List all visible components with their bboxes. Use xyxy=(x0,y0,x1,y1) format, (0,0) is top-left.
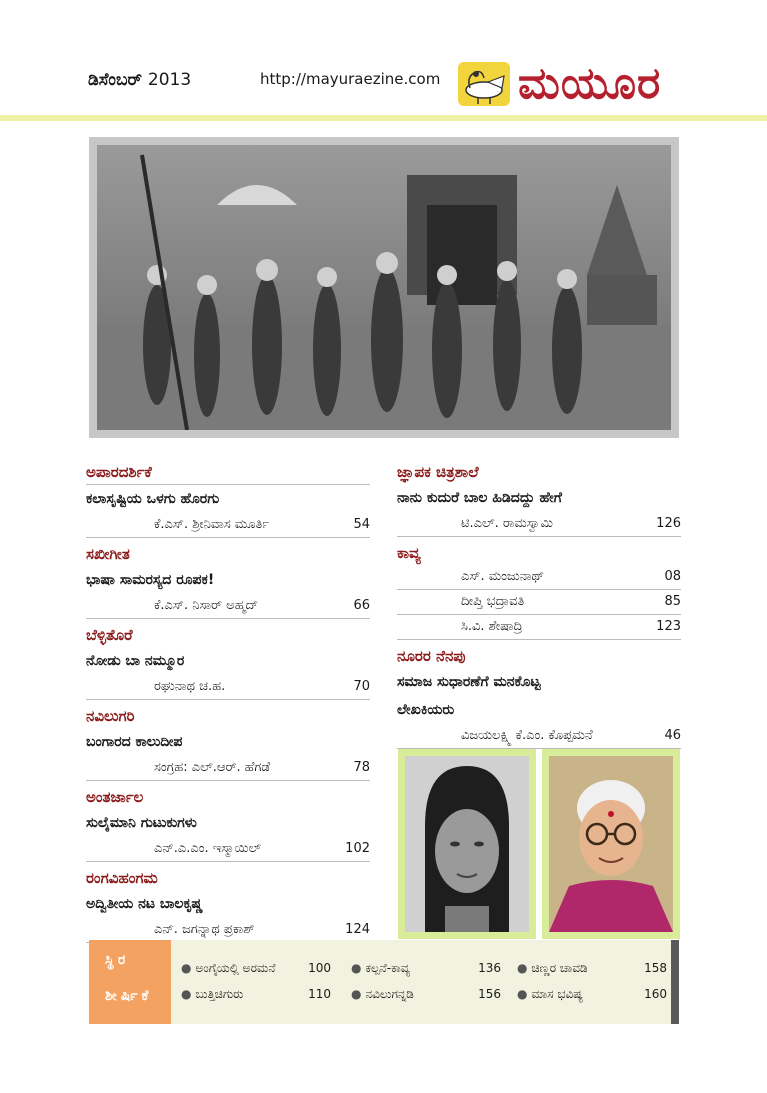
issue-year: 2013 xyxy=(147,70,192,90)
regular-columns-label xyxy=(89,940,171,1024)
issue-date xyxy=(88,70,191,90)
section-heading: ಬೆಳ್ಳಿತೊರೆ xyxy=(86,626,133,644)
article-byline xyxy=(397,724,681,749)
peacock-emblem-icon xyxy=(458,62,510,106)
footer-end-cap xyxy=(671,940,679,1024)
contents-right-column xyxy=(397,460,681,749)
section-heading: ಸಖೀಗೀತ xyxy=(86,545,130,563)
section-heading: ಅಪಾರದರ್ಶಿಕೆ xyxy=(86,463,152,481)
bullet-dot-icon: ● xyxy=(517,961,528,975)
regular-column-label: ಚಿಣ್ಣರ ಚಾವಡಿ xyxy=(531,961,588,975)
cover-photo-frame xyxy=(89,137,679,438)
page-number: 46 xyxy=(664,728,681,743)
regular-columns-label-line1: ಸ್ಥಿರ xyxy=(105,952,130,968)
article-byline xyxy=(86,837,370,862)
section-heading: ಅಂತರ್ಜಾಲ xyxy=(86,788,144,806)
page-number: 102 xyxy=(345,841,370,856)
portrait-elderly-woman xyxy=(542,749,680,939)
page-number: 156 xyxy=(478,987,501,1001)
page-number: 70 xyxy=(353,679,370,694)
regular-column-item[interactable] xyxy=(351,961,501,976)
page-number: 136 xyxy=(478,961,501,975)
contents-left-column xyxy=(86,460,370,943)
article-author: ವಿಜಯಲಕ್ಷ್ಮಿ ಕೆ.ಎಂ. ಕೊಪ್ಪಮನೆ xyxy=(461,728,593,743)
article-author: ಎಸ್. ಮಂಜುನಾಥ್ xyxy=(461,569,545,584)
bullet-dot-icon: ● xyxy=(181,987,192,1001)
section-heading: ಕಾವ್ಯ xyxy=(397,544,421,562)
page-number: 78 xyxy=(353,760,370,775)
page-number: 100 xyxy=(308,961,331,975)
page-number: 126 xyxy=(656,516,681,531)
article-title[interactable]: ಭಾಷಾ ಸಾಮರಸ್ಯದ ರೂಪಕ! xyxy=(86,572,215,588)
article-title[interactable]: ಸಮಾಜ ಸುಧಾರಣೆಗೆ ಮನಕೊಟ್ಟ xyxy=(397,674,541,690)
article-byline xyxy=(86,513,370,538)
vintage-portrait-photo xyxy=(405,756,529,932)
article-title[interactable]: ಕಲಾಸೃಷ್ಟಿಯ ಒಳಗು ಹೊರಗು xyxy=(86,491,220,507)
section-heading: ಜ್ಞಾಪಕ ಚಿತ್ರಶಾಲೆ xyxy=(397,463,479,481)
article-title[interactable]: ಸುಲೈಮಾನಿ ಗುಟುಕುಗಳು xyxy=(86,815,197,831)
page-number: 160 xyxy=(644,987,667,1001)
bullet-dot-icon: ● xyxy=(351,961,362,975)
article-author: ಕೆ.ಎಸ್. ಶ್ರೀನಿವಾಸ ಮೂರ್ತಿ xyxy=(154,517,270,532)
regular-column-item[interactable] xyxy=(181,961,331,976)
regular-columns-label-line2: ಶೀರ್ಷಿಕೆ xyxy=(105,988,153,1004)
regular-column-label: ಮಾಸ ಭವಿಷ್ಯ xyxy=(531,987,584,1001)
article-title[interactable]: ನಾನು ಕುದುರೆ ಬಾಲ ಹಿಡಿದದ್ದು ಹೇಗೆ xyxy=(397,490,562,506)
article-byline xyxy=(86,594,370,619)
bullet-dot-icon: ● xyxy=(181,961,192,975)
regular-column-label: ಬುತ್ತಿಚಿಗುರು xyxy=(195,987,244,1001)
issue-month: ಡಿಸೆಂಬರ್ xyxy=(88,70,142,90)
article-title-continued[interactable]: ಲೇಖಕಿಯರು xyxy=(397,702,455,718)
article-byline xyxy=(397,512,681,537)
magazine-logo xyxy=(458,58,662,109)
page-number: 158 xyxy=(644,961,667,975)
regular-column-item[interactable] xyxy=(181,987,331,1002)
page-number: 124 xyxy=(345,922,370,937)
website-url[interactable]: http://mayuraezine.com xyxy=(260,70,441,88)
article-byline[interactable] xyxy=(397,565,681,590)
article-author: ಎನ್.ಎ.ಎಂ. ಇಸ್ಮಾಯಿಲ್ xyxy=(154,841,262,856)
article-byline xyxy=(86,675,370,700)
page-number: 85 xyxy=(664,594,681,609)
regular-columns-bar xyxy=(89,940,679,1024)
article-author: ಸಂಗ್ರಹ: ಎಲ್.ಆರ್. ಹೆಗಡೆ xyxy=(154,760,271,775)
section-heading: ರಂಗವಿಹಂಗಮ xyxy=(86,869,158,887)
article-byline[interactable] xyxy=(397,615,681,640)
header-rule xyxy=(0,115,767,121)
section-heading: ನೂರರ ನೆನಪು xyxy=(397,647,466,665)
article-author: ರಘುನಾಥ ಚ.ಹ. xyxy=(154,679,226,694)
page-number: 66 xyxy=(353,598,370,613)
page-number: 08 xyxy=(664,569,681,584)
regular-column-label: ನವಿಲುಗನ್ನಡಿ xyxy=(365,987,414,1001)
article-author: ಟಿ.ಎಲ್. ರಾಮಸ್ವಾಮಿ xyxy=(461,516,553,531)
regular-column-item[interactable] xyxy=(351,987,501,1002)
page-number: 123 xyxy=(656,619,681,634)
bullet-dot-icon: ● xyxy=(351,987,362,1001)
bullet-dot-icon: ● xyxy=(517,987,528,1001)
page-number: 110 xyxy=(308,987,331,1001)
article-title[interactable]: ಅದ್ವಿತೀಯ ನಟ ಬಾಲಕೃಷ್ಣ xyxy=(86,896,203,912)
regular-column-label: ಅಂಗೈಯಲ್ಲಿ ಅರಮನೆ xyxy=(195,961,276,975)
portrait-woman-vintage xyxy=(398,749,536,939)
regular-columns-list xyxy=(171,940,671,1024)
article-author: ಸಿ.ವಿ. ಶೇಷಾದ್ರಿ xyxy=(461,619,523,634)
article-byline[interactable] xyxy=(397,590,681,615)
article-author: ಕೆ.ಎಸ್. ನಿಸಾರ್ ಅಹ್ಮದ್ xyxy=(154,598,259,613)
page-number: 54 xyxy=(353,517,370,532)
historic-temple-photo xyxy=(97,145,671,430)
elderly-portrait-photo xyxy=(549,756,673,932)
regular-column-item[interactable] xyxy=(517,961,667,976)
magazine-title: ಮಯೂರ xyxy=(518,58,662,109)
article-byline xyxy=(86,756,370,781)
article-title[interactable]: ಬಂಗಾರದ ಕಾಲುದೀಪ xyxy=(86,734,183,750)
article-author: ಎನ್. ಜಗನ್ನಾಥ ಪ್ರಕಾಶ್ xyxy=(154,922,255,937)
section-heading: ನವಿಲುಗರಿ xyxy=(86,707,135,725)
article-title[interactable]: ನೋಡು ಬಾ ನಮ್ಮೂರ xyxy=(86,653,185,669)
regular-column-item[interactable] xyxy=(517,987,667,1002)
regular-column-label: ಕಲ್ಪನೆ-ಕಾವ್ಯ xyxy=(365,961,411,975)
article-author: ದೀಪ್ತಿ ಭದ್ರಾವತಿ xyxy=(461,594,525,609)
